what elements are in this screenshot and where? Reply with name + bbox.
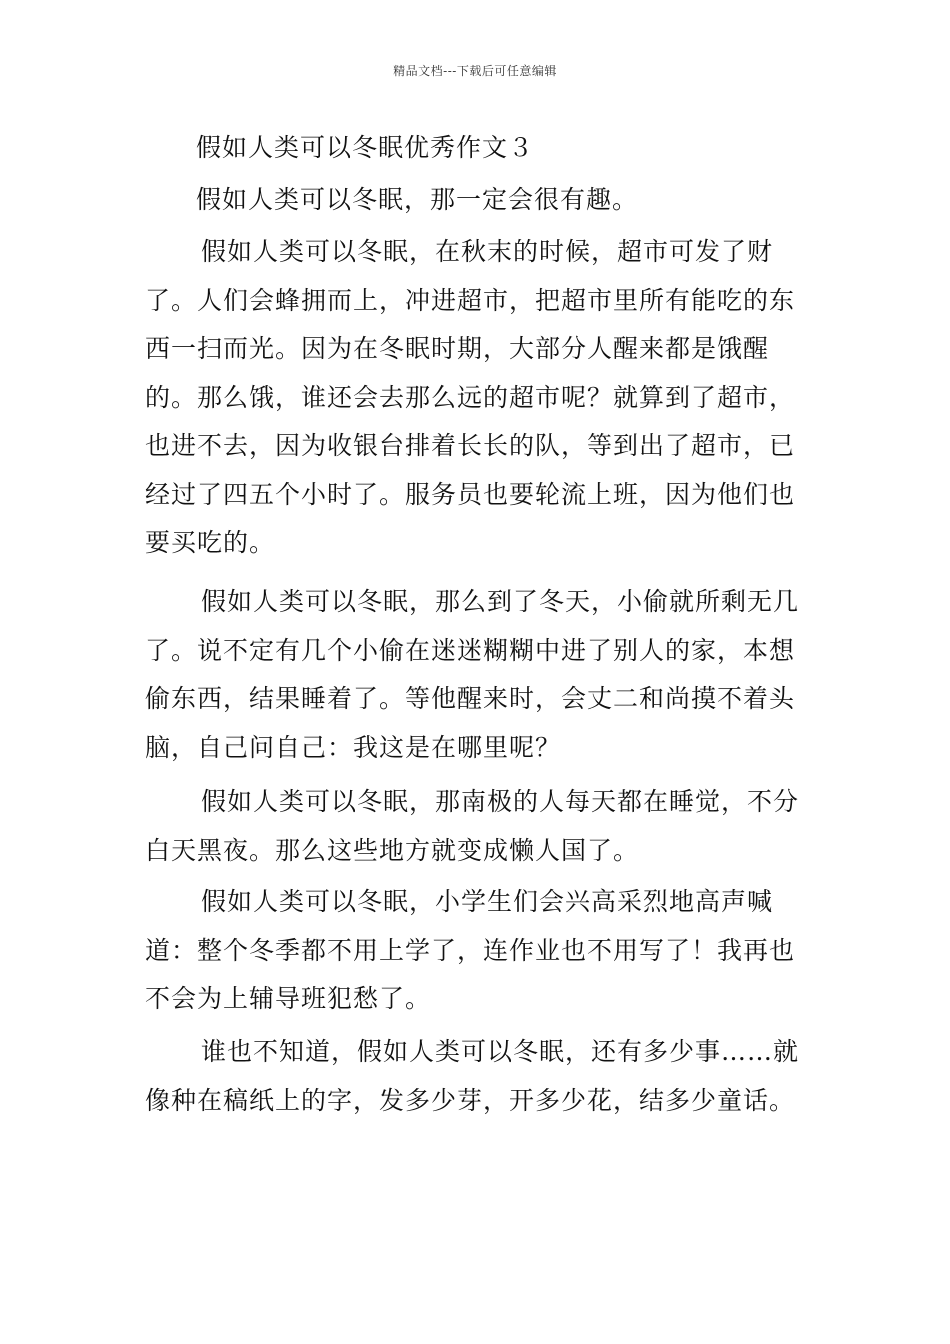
paragraph-2 — [145, 578, 810, 772]
paragraph-text: 假如人类可以冬眠，小学生们会兴高采烈地高声喊道：整个冬季都不用上学了，连作业也不用写了！我再也不会为上辅导班犯愁了。 — [145, 887, 796, 1013]
paragraph-text: 假如人类可以冬眠，在秋末的时候，超市可发了财了。人们会蜂拥而上，冲进超市，把超市里所有能吃的东西一扫而光。因为在冬眠时期，大部分人醒来都是饿醒的。那么饿，谁还会去那么远的超市呢？就算到了超市，也进不去，因为收银台排着长长的队，等到出了超市，已经过了四五个小时了。服务员也要轮流上班，因为他们也要买吃的。 — [145, 237, 796, 557]
paragraph-5 — [145, 1028, 810, 1125]
paragraph-3 — [145, 778, 810, 875]
paragraph-4 — [145, 878, 810, 1024]
paragraph-text: 假如人类可以冬眠，那么到了冬天，小偷就所剩无几了。说不定有几个小偷在迷迷糊糊中进了别人的家，本想偷东西，结果睡着了。等他醒来时，会丈二和尚摸不着头脑，自己问自己：我这是在哪里呢？ — [145, 587, 800, 762]
page-header: 精品文档---下载后可任意编辑 — [393, 64, 557, 78]
paragraph-text: 假如人类可以冬眠，那南极的人每天都在睡觉，不分白天黑夜。那么这些地方就变成懒人国了。 — [145, 787, 800, 865]
paragraph-text: 谁也不知道，假如人类可以冬眠，还有多少事……就像种在稿纸上的字，发多少芽，开多少花，结多少童话。 — [145, 1037, 800, 1115]
paragraph-1 — [145, 228, 810, 568]
essay-intro: 假如人类可以冬眠，那一定会很有趣。 — [196, 185, 639, 214]
essay-title: 假如人类可以冬眠优秀作文３ — [196, 133, 535, 162]
